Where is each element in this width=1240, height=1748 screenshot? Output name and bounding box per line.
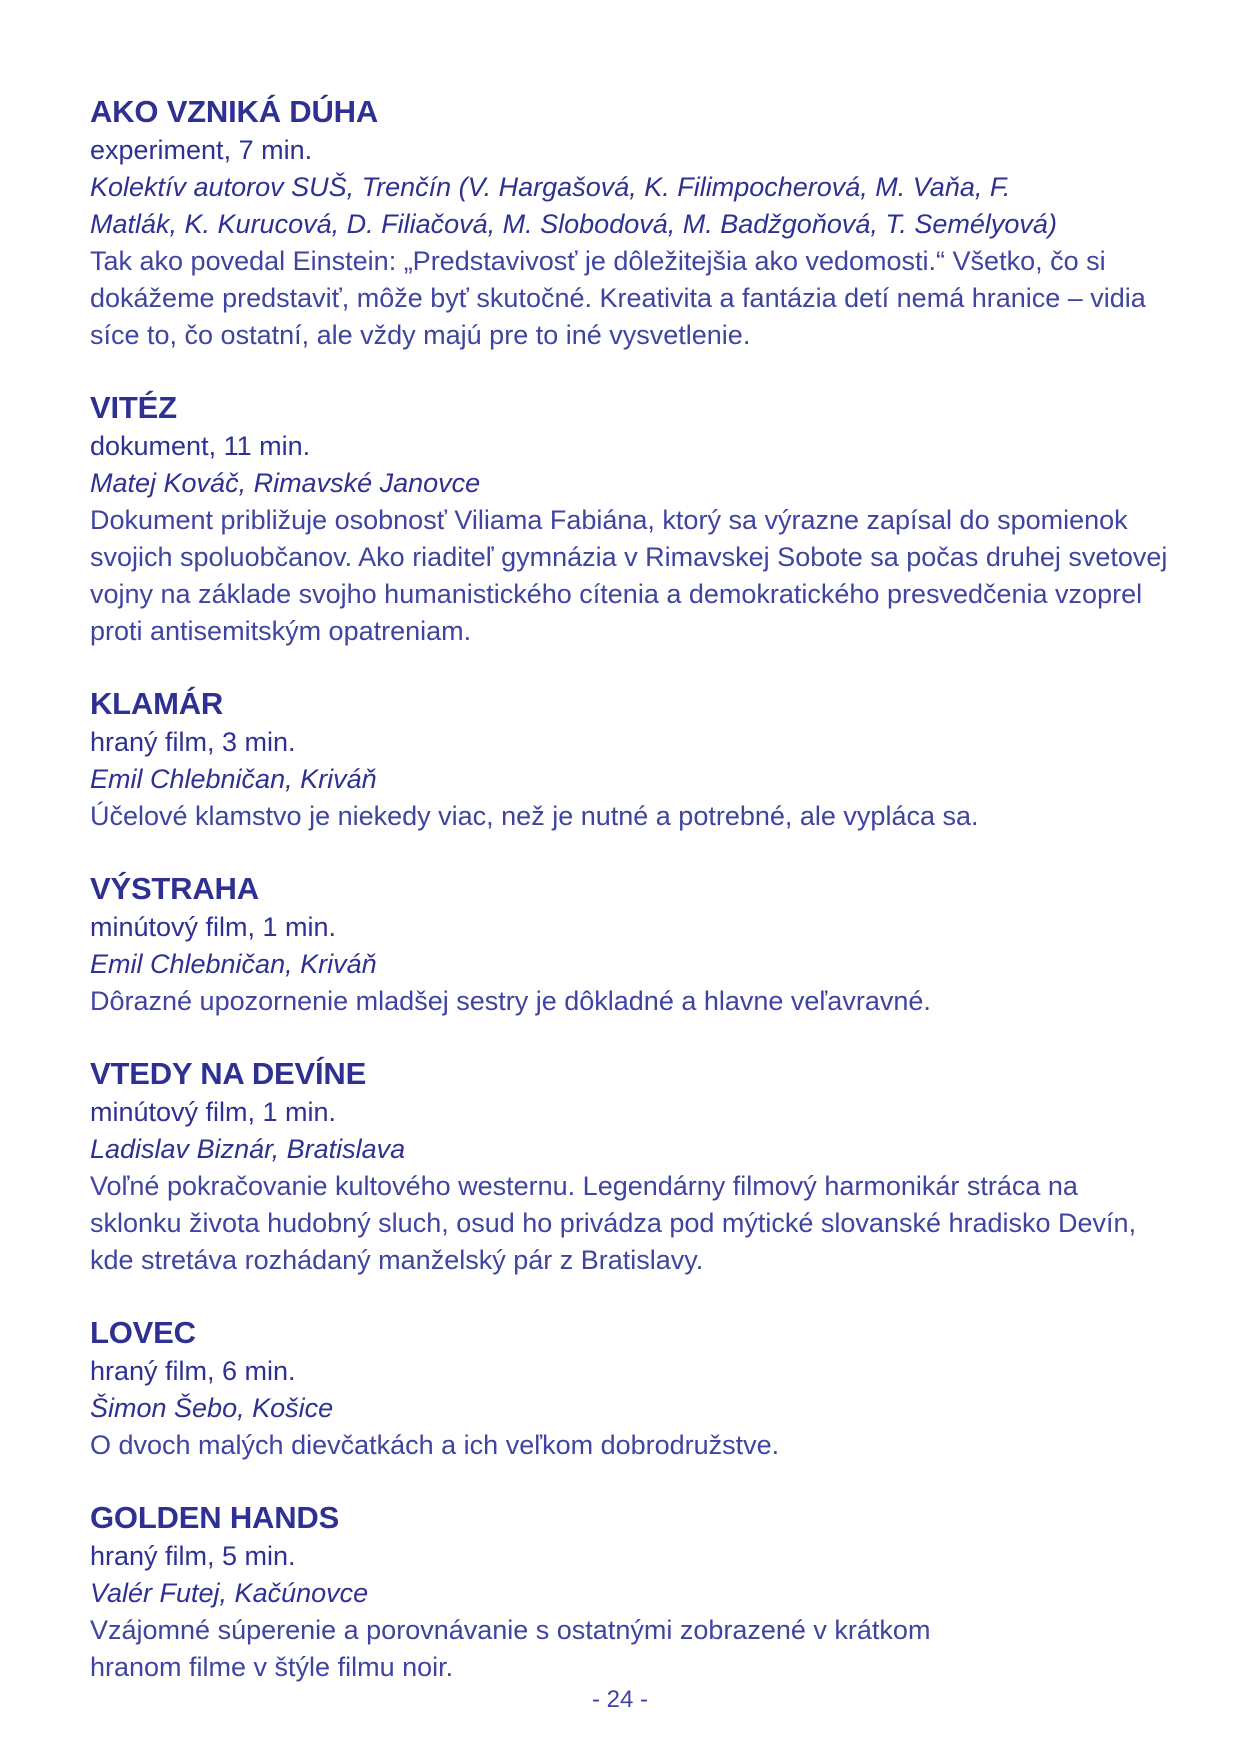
- film-list: [90, 92, 1170, 1720]
- film-description: O dvoch malých dievčatkách a ich veľkom dobrodružstve.: [90, 1430, 780, 1460]
- film-meta: dokument, 11 min.: [90, 431, 311, 461]
- film-meta: hraný film, 3 min.: [90, 727, 296, 757]
- film-title: KLAMÁR: [90, 686, 224, 721]
- film-authors: Valér Futej, Kačúnovce: [90, 1578, 369, 1608]
- page-number: - 24 -: [591, 1686, 648, 1713]
- film-description: Účelové klamstvo je niekedy viac, než je nutné a potrebné, ale vypláca sa.: [90, 801, 979, 831]
- film-title: AKO VZNIKÁ DÚHA: [90, 94, 379, 129]
- film-title: LOVEC: [90, 1315, 196, 1350]
- film-meta: minútový film, 1 min.: [90, 1097, 337, 1127]
- film-meta: hraný film, 5 min.: [90, 1541, 296, 1571]
- film-title: VITÉZ: [90, 390, 177, 425]
- film-description: Voľné pokračovanie kultového westernu. Legendárny filmový harmonikár stráca na sklonku života hudobný sluch, osud ho privádza pod mýtické slovanské hradisko Devín, kde stretáva rozhádaný manželský pár z Bratislavy.: [90, 1171, 1137, 1275]
- film-entry: [90, 684, 1170, 835]
- film-entry: [90, 1313, 1170, 1464]
- film-authors: Ladislav Biznár, Bratislava: [90, 1134, 406, 1164]
- film-title: GOLDEN HANDS: [90, 1500, 340, 1535]
- film-authors: Emil Chlebničan, Kriváň: [90, 764, 377, 794]
- film-title: VÝSTRAHA: [90, 871, 259, 906]
- film-authors: Emil Chlebničan, Kriváň: [90, 949, 377, 979]
- film-meta: experiment, 7 min.: [90, 135, 313, 165]
- film-authors: Matej Kováč, Rimavské Janovce: [90, 468, 481, 498]
- film-entry: [90, 869, 1170, 1020]
- film-description: Dokument približuje osobnosť Viliama Fabiána, ktorý sa výrazne zapísal do spomienok svojich spoluobčanov. Ako riaditeľ gymnázia v Rimavskej Sobote sa počas druhej svetovej vojny na základe svojho humanistického cítenia a demokratického presvedčenia vzoprel proti antisemitským opatreniam.: [90, 505, 1168, 646]
- film-authors: Kolektív autorov SUŠ, Trenčín (V. Hargašová, K. Filimpocherová, M. Vaňa, F. Matlák, K. Kurucová, D. Filiačová, M. Slobodová, M. Badžgoňová, T. Semélyová): [90, 172, 1057, 239]
- film-entry: [90, 1054, 1170, 1279]
- film-entry: [90, 388, 1170, 650]
- film-entry: [90, 92, 1170, 354]
- film-description: Dôrazné upozornenie mladšej sestry je dôkladné a hlavne veľavravné.: [90, 986, 931, 1016]
- film-meta: minútový film, 1 min.: [90, 912, 337, 942]
- film-entry: [90, 1498, 1170, 1686]
- film-authors: Šimon Šebo, Košice: [90, 1393, 334, 1423]
- film-description: Tak ako povedal Einstein: „Predstavivosť je dôležitejšia ako vedomosti.“ Všetko, čo si dokážeme predstaviť, môže byť skutočné. Kreativita a fantázia detí nemá hranice – vidia síce to, čo ostatní, ale vždy majú pre to iné vysvetlenie.: [90, 246, 1146, 350]
- film-description: Vzájomné súperenie a porovnávanie s ostatnými zobrazené v krátkom hranom filme v štýle filmu noir.: [90, 1615, 931, 1682]
- film-title: VTEDY NA DEVÍNE: [90, 1056, 367, 1091]
- film-meta: hraný film, 6 min.: [90, 1356, 296, 1386]
